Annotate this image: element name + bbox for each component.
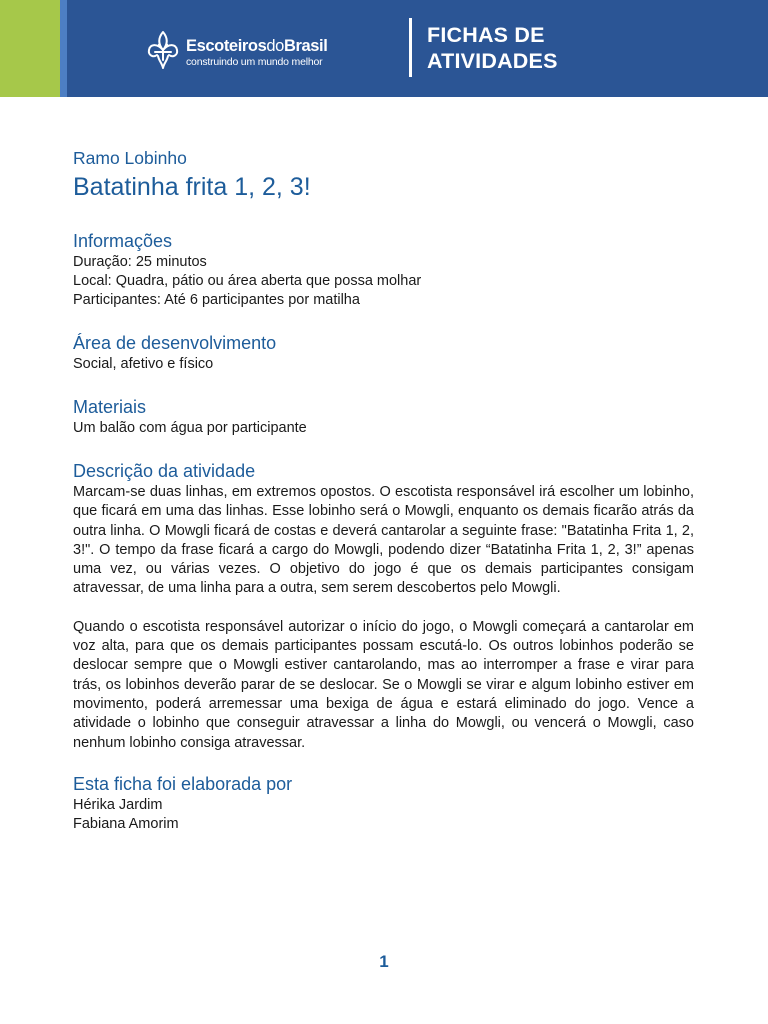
description-paragraph-2: Quando o escotista responsável autorizar o início do jogo, o Mowgli começará a cantarolar em voz alta, para que os demais participantes possam escutá-lo. Os outros lobinhos poderão se deslocar sempre que o Mowgli estiver cantarolando, mas ao interromper a frase e virar para trás, os lobinhos deverão parar de se deslocar. Se o Mowgli se virar e algum lobinho estiver em movimento, poderá arremessar uma bexiga de água e estará eliminado do jogo. Vence a atividade o lobinho que conseguir atravessar a linha do Mowgli, ou vencerá o Mowgli, caso nenhum lobinho consiga atravessar. [73, 618, 694, 751]
info-participants: Participantes: Até 6 participantes por matilha [73, 292, 360, 308]
authors-heading: Esta ficha foi elaborada por [73, 773, 293, 794]
document-body [73, 146, 694, 834]
materials-section [73, 395, 694, 438]
info-duration: Duração: 25 minutos [73, 254, 207, 270]
info-heading: Informações [73, 231, 173, 251]
fleur-de-lis-icon [146, 30, 180, 70]
logo-tagline: construindo um mundo melhor [186, 56, 323, 68]
area-text: Social, afetivo e físico [73, 356, 214, 372]
area-section [73, 331, 694, 374]
materials-text: Um balão com água por participante [73, 420, 307, 436]
green-accent-bar [0, 0, 60, 97]
info-section [73, 229, 694, 310]
activity-title: Batatinha frita 1, 2, 3! [73, 173, 311, 201]
description-heading: Descrição da atividade [73, 461, 256, 481]
header-divider [409, 18, 412, 77]
logo-brand-name: EscoteirosdoBrasil [186, 37, 328, 55]
page-header [0, 0, 768, 97]
blue-accent-bar [60, 0, 67, 97]
description-section [73, 459, 694, 753]
author-name: Fabiana Amorim [73, 815, 179, 832]
authors-section [73, 772, 694, 834]
info-location: Local: Quadra, pátio ou área aberta que possa molhar [73, 273, 422, 289]
materials-heading: Materiais [73, 397, 147, 417]
area-heading: Área de desenvolvimento [73, 333, 277, 353]
description-paragraph-1: Marcam-se duas linhas, em extremos opostos. O escotista responsável irá escolher um lobinho, que ficará em uma das linhas. Esse lobinho será o Mowgli, enquanto os demais ficarão atrás da outra linha. O Mowgli ficará de costas e deverá cantarolar a seguinte frase: "Batatinha Frita 1, 2, 3!". O tempo da frase ficará a cargo do Mowgli, podendo dizer “Batatinha Frita 1, 2, 3!” apenas uma vez, ou várias vezes. O objetivo do jogo é que os demais participantes consigam atravessar, de uma linha para a outra, sem serem descobertos pelo Mowgli. [73, 484, 694, 597]
author-name: Hérika Jardim [73, 796, 163, 813]
branch-label: Ramo Lobinho [73, 148, 187, 168]
page-number: 1 [379, 952, 389, 971]
header-title: FICHAS DE ATIVIDADES [427, 23, 558, 73]
